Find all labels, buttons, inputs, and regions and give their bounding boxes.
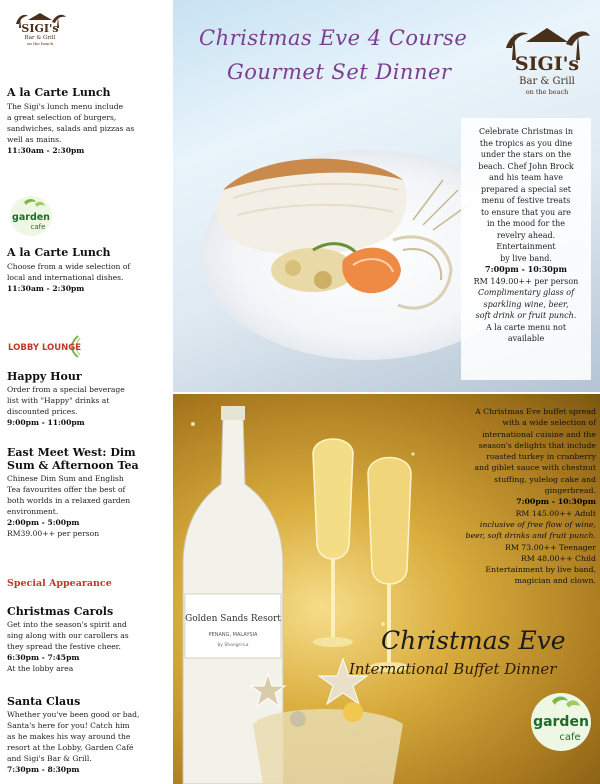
left-sidebar	[0, 0, 170, 784]
santa-title: Santa Claus	[7, 695, 81, 708]
set-dinner-price: RM 149.00++ per person	[473, 276, 579, 286]
sigis-panel-logo-sub: Bar & Grill	[519, 76, 575, 87]
lobby-logo-name: LOBBY LOUNGE	[8, 343, 82, 353]
garden-lunch-line: Choose from a wide selection of	[7, 262, 131, 271]
garden-cafe-panel-logo	[530, 692, 592, 752]
teen-price: RM 73.00++ Teenager	[504, 542, 596, 552]
inclusive-line: inclusive of free flow of wine,	[479, 519, 596, 529]
carols-title: Christmas Carols	[7, 605, 114, 618]
carols-section	[7, 605, 165, 674]
dim-sum-line: both worlds in a relaxed garden	[7, 496, 131, 505]
desc-line: to ensure that you are	[480, 207, 572, 217]
dim-sum-line: Chinese Dim Sum and English	[7, 474, 124, 483]
set-dinner-headline: Christmas Eve 4 Course	[199, 26, 468, 50]
buffet-title: Christmas Eve	[381, 626, 566, 655]
sigis-lunch-line: well as mains.	[7, 135, 62, 144]
buffet-line: season's delights that include	[478, 440, 596, 450]
sigis-lunch-title: A la Carte Lunch	[7, 86, 111, 99]
santa-line: resort at the Lobby, Garden Café	[7, 743, 134, 752]
sigis-logo	[10, 10, 70, 46]
garden-lunch-line: local and international dishes.	[7, 273, 124, 282]
dim-sum-section	[7, 446, 165, 539]
buffet-description	[451, 406, 596, 587]
garden-logo-sub: cafe	[30, 223, 46, 231]
sigis-logo-tag: on the beach	[26, 41, 54, 46]
garden-cafe-logo	[10, 196, 52, 236]
santa-time: 7:30pm - 8:30pm	[7, 765, 80, 774]
carols-line: they spread the festive cheer.	[7, 642, 121, 651]
bottle-place: PENANG, MALAYSIA	[208, 632, 258, 638]
set-dinner-headline: Gourmet Set Dinner	[227, 60, 452, 84]
desc-line: revelry ahead.	[496, 230, 556, 240]
desc-line: the tropics as you dine	[479, 138, 573, 148]
desc-line: by live band.	[500, 253, 552, 263]
dim-sum-price: RM39.00++ per person	[7, 529, 100, 538]
santa-line: Whether you've been good or bad,	[7, 710, 140, 719]
dim-sum-line: Tea favourites offer the best of	[7, 485, 126, 494]
special-appearance-title: Special Appearance	[7, 578, 112, 589]
inclusive-line: beer, soft drinks and fruit punch.	[465, 531, 596, 541]
complimentary-line: soft drink or fruit punch.	[475, 311, 577, 320]
set-dinner-time: 7:00pm - 10:30pm	[485, 264, 567, 274]
garden-lunch-section	[7, 246, 165, 294]
carols-line: Get into the season's spirit and	[7, 620, 127, 629]
garden-logo-name: garden	[12, 212, 50, 223]
buffet-time: 7:00pm - 10:30pm	[516, 497, 596, 507]
happy-hour-line: list with "Happy" drinks at	[7, 396, 110, 405]
buffet-line: and giblet sauce with chestnut	[474, 463, 596, 473]
buffet-line: stuffing, yulelog cake and	[494, 474, 596, 484]
child-price: RM 48.00++ Child	[520, 553, 596, 563]
sigis-lunch-line: a great selection of burgers,	[7, 113, 117, 122]
desc-line: in the mood for the	[486, 219, 566, 228]
sigis-logo-sub: Bar & Grill	[24, 35, 56, 41]
sigis-panel-logo-tag: on the beach	[525, 88, 569, 96]
buffet-line: international cuisine and the	[481, 429, 596, 439]
santa-line: Santa's here for you! Catch him	[7, 721, 130, 730]
garden-panel-logo-name: garden	[533, 714, 589, 730]
sigis-logo-name: SIGI's	[21, 22, 59, 35]
desc-line: under the stars on the	[480, 150, 572, 159]
happy-hour-time: 9:00pm - 11:00pm	[7, 418, 85, 427]
sigis-lunch-line: sandwiches, salads and pizzas as	[7, 124, 135, 133]
entertainment-line: magician and clown.	[514, 576, 596, 586]
bottle-brand: Golden Sands Resort	[185, 614, 281, 624]
santa-line: as he makes his way around the	[7, 732, 131, 741]
dim-sum-time: 2:00pm - 5:00pm	[7, 518, 80, 527]
dim-sum-title: East Meet West: Dim	[7, 446, 136, 459]
bottle-by: by Shangri-La	[217, 643, 249, 648]
complimentary-line: sparkling wine, beer,	[483, 299, 569, 309]
carols-time: 6:30pm - 7:45pm	[7, 653, 80, 662]
buffet-dinner-panel	[173, 394, 600, 784]
carols-line: sing along with our carollers as	[7, 631, 129, 640]
santa-section	[7, 695, 165, 775]
footer-line: A la carte menu not	[485, 322, 567, 332]
sigis-panel-logo	[498, 20, 596, 100]
entertainment-line: Entertainment by live band,	[485, 565, 596, 575]
happy-hour-title: Happy Hour	[7, 370, 82, 383]
buffet-line: gingerbread.	[544, 486, 596, 496]
dim-sum-title: Sum & Afternoon Tea	[7, 459, 139, 472]
buffet-line: roasted turkey in cranberry	[486, 452, 596, 462]
sigis-panel-logo-name: SIGI's	[514, 53, 580, 75]
desc-line: Celebrate Christmas in	[478, 127, 574, 136]
santa-line: and Sigi's Bar & Grill.	[7, 754, 92, 763]
complimentary-line: Complimentary glass of	[477, 288, 575, 297]
garden-panel-logo-sub: cafe	[559, 732, 581, 743]
fish-dish-image	[193, 120, 493, 350]
desc-line: Entertainment	[496, 242, 556, 251]
happy-hour-line: discounted prices.	[7, 407, 78, 416]
adult-price: RM 145.00++ Adult	[515, 508, 596, 518]
desc-line: prepared a special set	[480, 184, 572, 194]
special-appearance-heading	[7, 578, 165, 590]
sigis-lunch-section	[7, 86, 165, 156]
dim-sum-line: environment.	[7, 507, 59, 516]
desc-line: and his team have	[489, 173, 563, 182]
buffet-line: with a wide selection of	[502, 418, 596, 428]
buffet-line: A Christmas Eve buffet spread	[475, 407, 596, 416]
happy-hour-line: Order from a special beverage	[7, 385, 125, 394]
happy-hour-section	[7, 370, 165, 428]
lobby-lounge-logo	[8, 333, 96, 359]
carols-place: At the lobby area	[7, 664, 74, 673]
desc-line: menu of festive treats	[481, 196, 571, 205]
desc-line: beach. Chef John Brock	[478, 161, 574, 171]
sigis-lunch-time: 11:30am - 2:30pm	[7, 146, 85, 155]
set-dinner-description	[461, 118, 591, 380]
champagne-image	[173, 394, 453, 784]
garden-lunch-title: A la Carte Lunch	[7, 246, 111, 259]
buffet-subtitle: International Buffet Dinner	[349, 660, 557, 678]
garden-lunch-time: 11:30am - 2:30pm	[7, 284, 85, 293]
sigis-lunch-line: The Sigi's lunch menu include	[7, 102, 124, 111]
footer-line: available	[507, 334, 545, 343]
set-dinner-panel	[173, 0, 600, 392]
